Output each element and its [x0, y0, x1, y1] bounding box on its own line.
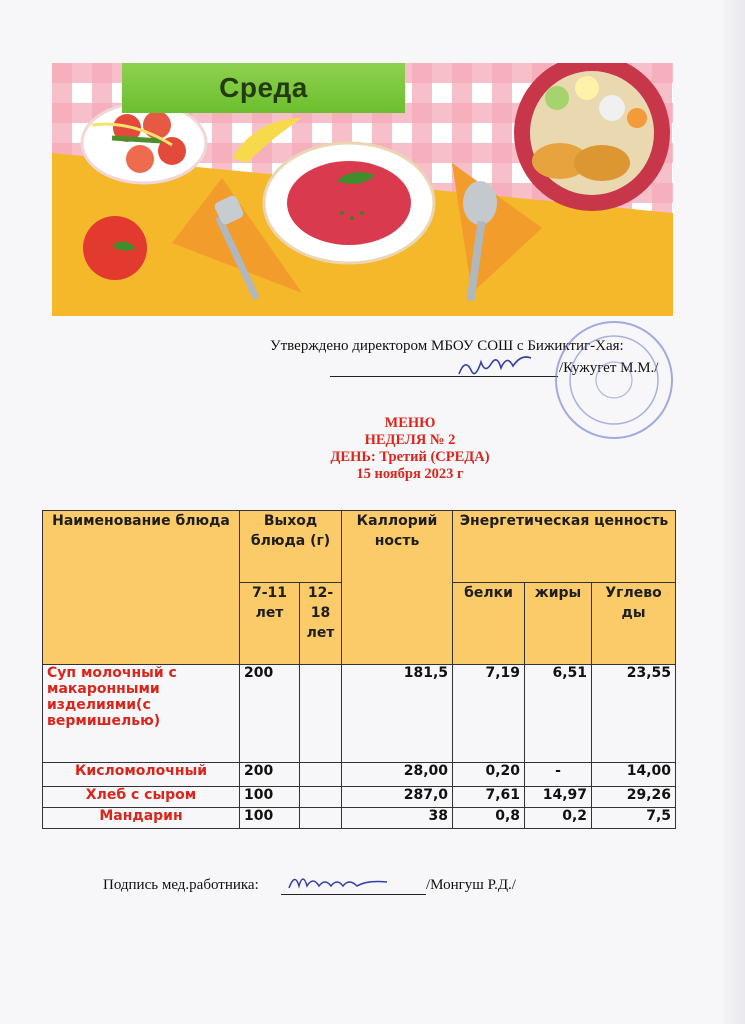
scan-edge: [723, 0, 745, 1024]
dish-name: Мандарин: [43, 808, 240, 829]
medical-worker-name: /Монгуш Р.Д./: [426, 877, 516, 893]
carbs: 29,26: [592, 787, 676, 808]
fat: 6,51: [525, 665, 592, 763]
header-protein: белки: [453, 583, 525, 665]
yield-12-18: [300, 787, 342, 808]
header-age-12-18: 12-18 лет: [300, 583, 342, 665]
table-row: [43, 787, 676, 808]
carbs: 7,5: [592, 808, 676, 829]
protein: 0,8: [453, 808, 525, 829]
protein: 7,61: [453, 787, 525, 808]
header-fat: жиры: [525, 583, 592, 665]
dish-name: Суп молочный с макаронными изделиями(с вермишелью): [43, 665, 240, 763]
header-dish: Наименование блюда: [43, 511, 240, 665]
calories: 28,00: [342, 763, 453, 787]
calories: 287,0: [342, 787, 453, 808]
fat: 0,2: [525, 808, 592, 829]
yield-7-11: 200: [240, 665, 300, 763]
yield-12-18: [300, 808, 342, 829]
medical-signature-label: Подпись мед.работника:: [103, 877, 259, 893]
yield-7-11: 100: [240, 787, 300, 808]
dish-name: Хлеб с сыром: [43, 787, 240, 808]
header-energy: Энергетическая ценность: [453, 511, 676, 583]
carbs: 23,55: [592, 665, 676, 763]
yield-12-18: [300, 763, 342, 787]
calories: 181,5: [342, 665, 453, 763]
day-label: Среда: [122, 63, 405, 113]
medical-signature: [285, 868, 405, 896]
table-row: [43, 665, 676, 763]
table-row: [43, 808, 676, 829]
fat: -: [525, 763, 592, 787]
menu-date: 15 ноября 2023 г: [356, 466, 464, 482]
yield-12-18: [300, 665, 342, 763]
table-header-row: [43, 511, 676, 583]
week-label: НЕДЕЛЯ № 2: [364, 432, 456, 448]
director-signature: [455, 352, 535, 382]
header-age-7-11: 7-11 лет: [240, 583, 300, 665]
dish-name: Кисломолочный: [43, 763, 240, 787]
approval-text: Утверждено директором МБОУ СОШ с Бижиктиг-Хая:: [270, 338, 624, 354]
header-calories: Каллорий ность: [342, 511, 453, 665]
protein: 7,19: [453, 665, 525, 763]
table-row: [43, 763, 676, 787]
menu-table: [42, 510, 676, 829]
yield-7-11: 100: [240, 808, 300, 829]
fat: 14,97: [525, 787, 592, 808]
yield-7-11: 200: [240, 763, 300, 787]
carbs: 14,00: [592, 763, 676, 787]
day-name: ДЕНЬ: Третий (СРЕДА): [330, 449, 490, 465]
calories: 38: [342, 808, 453, 829]
menu-title: МЕНЮ: [384, 415, 436, 431]
header-yield: Выход блюда (г): [240, 511, 342, 583]
protein: 0,20: [453, 763, 525, 787]
header-carbs: Углево ды: [592, 583, 676, 665]
director-name: /Кужугет М.М./: [559, 360, 659, 376]
